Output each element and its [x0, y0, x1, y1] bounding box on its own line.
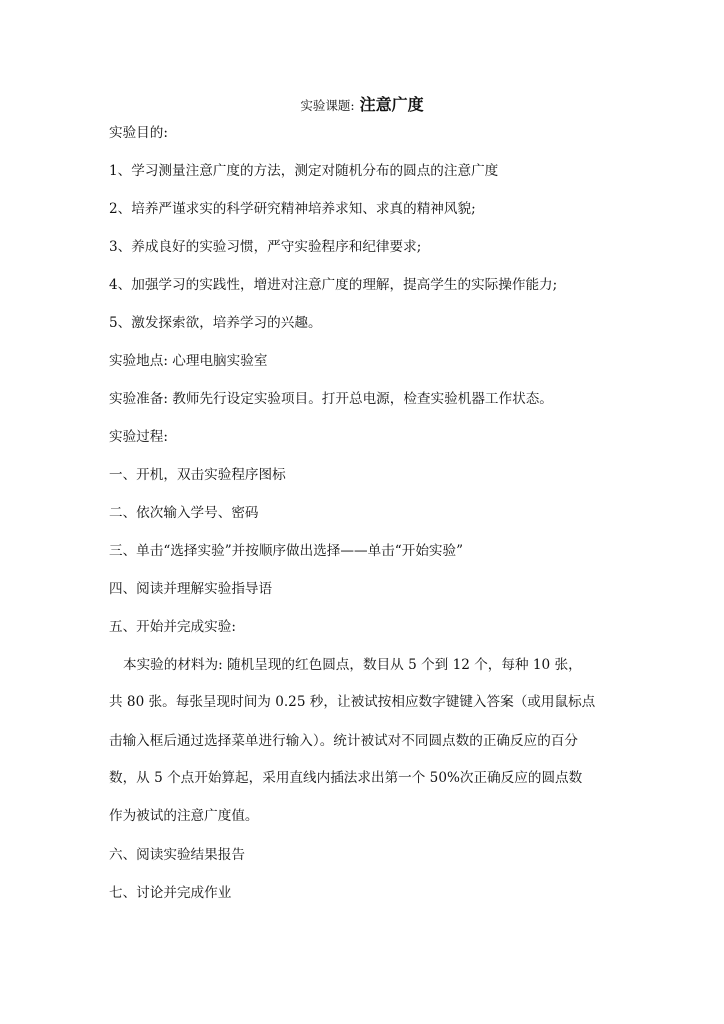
purpose-heading: 实验目的:	[109, 125, 168, 141]
process-step-5: 五、开始并完成实验:	[109, 619, 236, 635]
material-line-4: 数，从 5 个点开始算起，采用直线内插法求出第一个 50%次正确反应的圆点数	[109, 770, 583, 786]
title-prefix: 实验课题:	[300, 98, 355, 113]
purpose-item-3: 3、养成良好的实验习惯，严守实验程序和纪律要求;	[109, 239, 422, 255]
process-step-4: 四、阅读并理解实验指导语	[109, 581, 273, 597]
purpose-item-5: 5、激发探索欲，培养学习的兴趣。	[109, 315, 322, 331]
process-step-1: 一、开机，双击实验程序图标	[109, 467, 286, 483]
purpose-item-4: 4、加强学习的实践性，增进对注意广度的理解，提高学生的实际操作能力;	[109, 277, 558, 293]
purpose-item-2: 2、培养严谨求实的科学研究精神培养求知、求真的精神风貌;	[109, 201, 476, 217]
material-line-1: 本实验的材料为: 随机呈现的红色圆点，数目从 5 个到 12 个，每种 10 张，	[123, 657, 582, 673]
experiment-preparation: 实验准备: 教师先行设定实验项目。打开总电源，检查实验机器工作状态。	[109, 391, 553, 407]
material-line-3: 击输入框后通过选择菜单进行输入）。统计被试对不同圆点数的正确反应的百分	[109, 733, 578, 749]
process-step-2: 二、依次输入学号、密码	[109, 505, 259, 521]
title-main: 注意广度	[359, 95, 424, 114]
process-heading: 实验过程:	[109, 429, 168, 445]
material-line-2: 共 80 张。每张呈现时间为 0.25 秒，让被试按相应数字键键入答案（或用鼠标点	[109, 694, 596, 710]
document-title	[0, 94, 724, 117]
process-step-7: 七、讨论并完成作业	[109, 885, 232, 901]
process-step-3: 三、单击“选择实验”并按顺序做出选择——单击“开始实验”	[109, 543, 464, 559]
material-line-5: 作为被试的注意广度值。	[109, 808, 259, 824]
purpose-item-1: 1、学习测量注意广度的方法，测定对随机分布的圆点的注意广度	[109, 163, 499, 179]
process-step-6: 六、阅读实验结果报告	[109, 847, 245, 863]
experiment-location: 实验地点: 心理电脑实验室	[109, 353, 268, 369]
